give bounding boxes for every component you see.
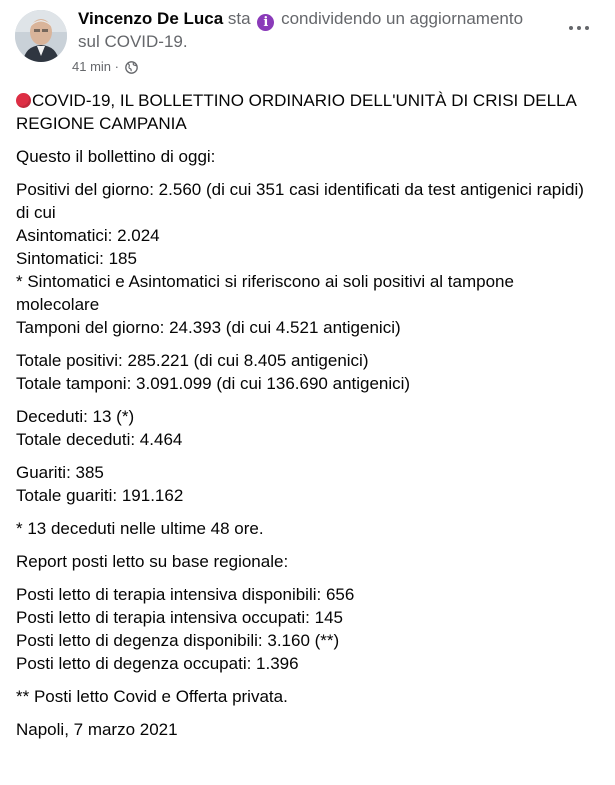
beds-line: Posti letto di degenza occupati: 1.396	[16, 654, 299, 673]
daily-line: * Sintomatici e Asintomatici si riferiscono ai soli positivi al tampone molecolare	[16, 272, 514, 314]
daily-line: Positivi del giorno: 2.560 (di cui 351 casi identificati da test antigenici rapidi)	[16, 180, 584, 199]
post-time[interactable]: 41 min	[72, 59, 112, 74]
totals-line: Totale positivi: 285.221 (di cui 8.405 antigenici)	[16, 351, 369, 370]
daily-line: Tamponi del giorno: 24.393 (di cui 4.521 antigenici)	[16, 318, 401, 337]
post-header-line	[78, 8, 548, 53]
intro-paragraph	[16, 145, 601, 168]
beds-line: Posti letto di terapia intensiva occupati: 145	[16, 608, 343, 627]
recovered-line: Guariti: 385	[16, 463, 104, 482]
info-icon: i	[257, 14, 274, 31]
report-title: Report posti letto su base regionale:	[16, 552, 289, 571]
deaths-note-paragraph	[16, 517, 601, 540]
deaths-line: Totale deceduti: 4.464	[16, 430, 183, 449]
action-prefix: sta	[227, 9, 251, 28]
signature: Napoli, 7 marzo 2021	[16, 720, 178, 739]
deaths-note: * 13 deceduti nelle ultime 48 ore.	[16, 519, 264, 538]
action-text: condividendo un aggiornamento sul COVID-19.	[78, 9, 524, 51]
signature-paragraph	[16, 718, 601, 741]
avatar-photo	[15, 10, 67, 62]
post-meta	[72, 59, 548, 75]
avatar[interactable]	[15, 10, 67, 62]
daily-line: Asintomatici: 2.024	[16, 226, 160, 245]
author-name[interactable]: Vincenzo De Luca	[78, 9, 224, 28]
recovered-paragraph	[16, 461, 601, 507]
meta-separator: ·	[114, 59, 119, 74]
more-options-icon[interactable]	[567, 20, 591, 36]
post-title-paragraph	[16, 89, 601, 135]
intro-text: Questo il bollettino di oggi:	[16, 147, 216, 166]
recovered-line: Totale guariti: 191.162	[16, 486, 184, 505]
beds-line: Posti letto di terapia intensiva disponibili: 656	[16, 585, 355, 604]
daily-line: Sintomatici: 185	[16, 249, 137, 268]
report-title-paragraph	[16, 550, 601, 573]
post-body	[16, 89, 601, 751]
post-header	[72, 8, 548, 75]
deaths-line: Deceduti: 13 (*)	[16, 407, 135, 426]
red-circle-icon	[16, 93, 31, 108]
daily-line: di cui	[16, 203, 56, 222]
globe-icon[interactable]	[125, 61, 138, 74]
beds-note: ** Posti letto Covid e Offerta privata.	[16, 687, 288, 706]
totals-paragraph	[16, 349, 601, 395]
totals-line: Totale tamponi: 3.091.099 (di cui 136.690 antigenici)	[16, 374, 411, 393]
beds-paragraph	[16, 583, 601, 675]
post-title: COVID-19, IL BOLLETTINO ORDINARIO DELL'UNITÀ DI CRISI DELLA REGIONE CAMPANIA	[16, 91, 576, 133]
deaths-paragraph	[16, 405, 601, 451]
daily-cases-paragraph	[16, 178, 601, 339]
beds-line: Posti letto di degenza disponibili: 3.160 (**)	[16, 631, 340, 650]
beds-note-paragraph	[16, 685, 601, 708]
